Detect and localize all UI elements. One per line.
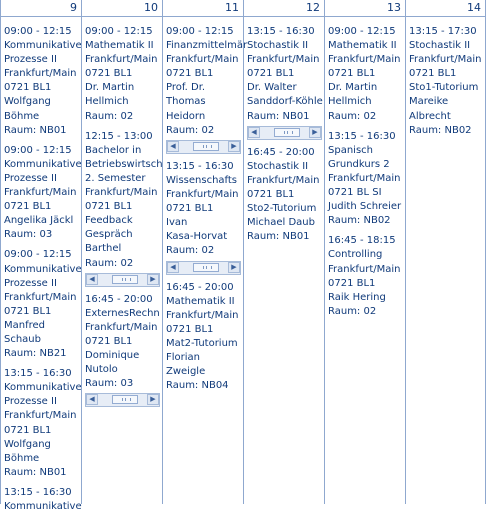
event-detail-line: Albrecht bbox=[409, 110, 451, 122]
event-detail-line: 0721 BL1 bbox=[4, 424, 52, 436]
arrow-right-icon[interactable]: ▶ bbox=[147, 274, 159, 285]
event-detail-line: Dr. Martin bbox=[85, 82, 135, 94]
event-detail-line: Prozesse II bbox=[4, 396, 57, 408]
event-detail-line: Michael Daub bbox=[247, 217, 315, 229]
event-detail-line: Raum: 02 bbox=[328, 305, 377, 317]
calendar-event[interactable] bbox=[4, 248, 81, 361]
event-detail-line: Spanisch bbox=[328, 144, 373, 156]
event-detail-line: Frankfurt/Main bbox=[166, 54, 239, 66]
scroll-thumb-icon[interactable] bbox=[193, 142, 219, 151]
event-detail-line: Wolfgang bbox=[4, 438, 51, 450]
event-detail-line: 0721 BL1 bbox=[166, 323, 214, 335]
day-header: 14 bbox=[406, 0, 485, 17]
calendar-event[interactable] bbox=[247, 25, 324, 140]
event-detail-line: Wolfgang bbox=[4, 96, 51, 108]
event-detail-line: Raum: 03 bbox=[85, 378, 134, 390]
arrow-left-icon[interactable]: ◀ bbox=[86, 394, 98, 405]
calendar-event[interactable] bbox=[166, 281, 243, 394]
event-time: 13:15 - 16:30 bbox=[247, 26, 315, 37]
event-detail-line: Heidorn bbox=[166, 110, 206, 122]
event-detail-line: Frankfurt/Main bbox=[85, 187, 158, 199]
event-detail-line: Ivan bbox=[166, 217, 188, 229]
event-detail-line: Kommunikative bbox=[4, 501, 82, 512]
event-detail-line: Frankfurt/Main bbox=[328, 263, 401, 275]
event-detail-line: Controlling bbox=[328, 249, 383, 261]
event-detail-line: Mareike bbox=[409, 96, 449, 108]
event-detail-line: Hellmich bbox=[85, 96, 129, 108]
event-detail-line: Raum: NB02 bbox=[409, 124, 472, 136]
arrow-right-icon[interactable]: ▶ bbox=[228, 141, 240, 152]
event-detail-line: Mathematik II bbox=[328, 40, 397, 52]
event-detail-line: Kommunikative bbox=[4, 263, 82, 275]
event-time: 09:00 - 12:15 bbox=[166, 26, 234, 37]
event-detail-line: Raum: 03 bbox=[4, 229, 53, 241]
event-detail-line: Sto2-Tutorium bbox=[247, 203, 317, 215]
event-detail-line: Mathematik II bbox=[85, 40, 154, 52]
calendar-event[interactable] bbox=[166, 160, 243, 275]
day-body bbox=[406, 17, 485, 138]
event-detail-line: 0721 BL1 bbox=[4, 305, 52, 317]
calendar-event[interactable] bbox=[4, 367, 81, 480]
scroll-thumb-icon[interactable] bbox=[193, 263, 219, 272]
day-header: 12 bbox=[244, 0, 324, 17]
calendar-event[interactable] bbox=[4, 25, 81, 138]
horizontal-scrollbar[interactable] bbox=[85, 393, 160, 407]
event-detail-line: Raum: 02 bbox=[166, 245, 215, 257]
grip-icon bbox=[203, 266, 212, 269]
event-time: 13:15 - 16:30 bbox=[4, 368, 72, 380]
event-detail-line: Böhme bbox=[4, 110, 40, 122]
event-detail-line: Frankfurt/Main bbox=[4, 410, 77, 422]
grip-icon bbox=[203, 145, 212, 148]
event-detail-line: Schaub bbox=[4, 333, 41, 345]
event-detail-line: Zweigle bbox=[166, 366, 206, 378]
event-detail-line: Nutolo bbox=[85, 364, 118, 376]
event-detail-line: 0721 BL1 bbox=[247, 68, 295, 80]
event-detail-line: Raum: NB01 bbox=[247, 110, 310, 122]
day-column-9 bbox=[0, 0, 82, 512]
event-time: 12:15 - 13:00 bbox=[85, 130, 153, 142]
calendar-event[interactable] bbox=[4, 144, 81, 243]
day-column-14 bbox=[405, 0, 486, 504]
event-detail-line: 0721 BL1 bbox=[166, 203, 214, 215]
event-detail-line: Prozesse II bbox=[4, 54, 57, 66]
arrow-left-icon[interactable]: ◀ bbox=[167, 262, 179, 273]
event-detail-line: Prozesse II bbox=[4, 277, 57, 289]
event-detail-line: Sto1-Tutorium bbox=[409, 82, 479, 94]
event-detail-line: Frankfurt/Main bbox=[247, 174, 320, 186]
event-detail-line: Sanddorf-Köhle bbox=[247, 96, 323, 108]
event-detail-line: Finanzmittelmär bbox=[166, 40, 248, 52]
event-detail-line: Frankfurt/Main bbox=[166, 189, 239, 201]
event-detail-line: Dominique bbox=[85, 350, 140, 362]
event-detail-line: ExternesRechn bbox=[85, 307, 160, 319]
event-detail-line: Raum: 02 bbox=[85, 257, 134, 269]
day-header: 9 bbox=[1, 0, 81, 17]
event-detail-line: Betriebswirtsch bbox=[85, 158, 163, 170]
event-time: 16:45 - 20:00 bbox=[166, 281, 234, 293]
day-body bbox=[163, 17, 248, 393]
horizontal-scrollbar[interactable] bbox=[166, 140, 241, 154]
horizontal-scrollbar[interactable] bbox=[85, 273, 160, 287]
calendar-event[interactable] bbox=[409, 25, 485, 138]
event-detail-line: Frankfurt/Main bbox=[328, 54, 401, 66]
event-detail-line: Dr. Martin bbox=[328, 82, 378, 94]
day-header: 11 bbox=[163, 0, 243, 17]
calendar-event[interactable] bbox=[4, 486, 81, 514]
event-detail-line: Raum: NB01 bbox=[4, 466, 67, 478]
grip-icon bbox=[284, 131, 293, 134]
event-time: 16:45 - 20:00 bbox=[247, 146, 315, 158]
event-detail-line: 0721 BL1 bbox=[166, 68, 214, 80]
arrow-left-icon[interactable]: ◀ bbox=[167, 141, 179, 152]
event-time: 13:15 - 16:30 bbox=[328, 130, 396, 142]
event-detail-line: Frankfurt/Main bbox=[85, 321, 158, 333]
day-body bbox=[325, 17, 405, 319]
scroll-thumb-icon[interactable] bbox=[274, 128, 300, 137]
event-detail-line: Angelika Jäckl bbox=[4, 215, 74, 227]
event-detail-line: Raum: NB01 bbox=[247, 231, 310, 243]
event-detail-line: Stochastik II bbox=[247, 40, 309, 52]
event-detail-line: Raum: NB21 bbox=[4, 348, 67, 360]
event-time: 09:00 - 12:15 bbox=[85, 26, 153, 37]
event-detail-line: 0721 BL1 bbox=[409, 68, 457, 80]
event-detail-line: Raum: NB02 bbox=[328, 215, 391, 227]
event-detail-line: Manfred bbox=[4, 319, 46, 331]
event-detail-line: Barthel bbox=[85, 243, 122, 255]
event-detail-line: Bachelor in bbox=[85, 144, 142, 156]
event-detail-line: Thomas bbox=[166, 96, 206, 108]
event-detail-line: Wissenschafts bbox=[166, 174, 238, 186]
event-detail-line: 0721 BL1 bbox=[328, 68, 376, 80]
event-detail-line: Prozesse II bbox=[4, 172, 57, 184]
event-detail-line: Frankfurt/Main bbox=[4, 68, 77, 80]
event-time: 13:15 - 16:30 bbox=[4, 486, 72, 498]
event-detail-line: Kommunikative bbox=[4, 382, 82, 394]
event-detail-line: 0721 BL1 bbox=[328, 277, 376, 289]
event-detail-line: Florian bbox=[166, 352, 201, 364]
day-header: 10 bbox=[82, 0, 162, 17]
arrow-left-icon[interactable]: ◀ bbox=[248, 127, 260, 138]
event-detail-line: Frankfurt/Main bbox=[328, 172, 401, 184]
event-detail-line: Frankfurt/Main bbox=[247, 54, 320, 66]
event-detail-line: Frankfurt/Main bbox=[409, 54, 482, 66]
event-detail-line: Hellmich bbox=[328, 96, 372, 108]
event-detail-line: Raik Hering bbox=[328, 291, 386, 303]
event-detail-line: Kasa-Horvat bbox=[166, 231, 228, 243]
calendar-event[interactable] bbox=[85, 293, 162, 408]
day-body bbox=[244, 17, 324, 244]
event-detail-line: Mathematik II bbox=[166, 295, 235, 307]
event-detail-line: Kommunikative bbox=[4, 158, 82, 170]
event-detail-line: Böhme bbox=[4, 452, 40, 464]
event-time: 16:45 - 20:00 bbox=[85, 293, 153, 305]
calendar-event[interactable] bbox=[328, 130, 405, 229]
calendar-event[interactable] bbox=[328, 234, 405, 319]
day-column-11 bbox=[162, 0, 248, 504]
event-detail-line: 0721 BL1 bbox=[4, 82, 52, 94]
event-detail-line: Prof. Dr. bbox=[166, 82, 206, 94]
event-detail-line: Gespräch bbox=[85, 229, 133, 241]
event-detail-line: Raum: 02 bbox=[166, 124, 215, 136]
arrow-right-icon[interactable]: ▶ bbox=[147, 394, 159, 405]
event-time: 09:00 - 12:15 bbox=[328, 26, 396, 37]
event-detail-line: Raum: NB01 bbox=[4, 124, 67, 136]
event-detail-line: Frankfurt/Main bbox=[4, 291, 77, 303]
arrow-right-icon[interactable]: ▶ bbox=[309, 127, 321, 138]
event-detail-line: Frankfurt/Main bbox=[85, 54, 158, 66]
event-detail-line: Frankfurt/Main bbox=[166, 309, 239, 321]
arrow-right-icon[interactable]: ▶ bbox=[228, 262, 240, 273]
event-detail-line: Feedback bbox=[85, 215, 133, 227]
calendar-event[interactable] bbox=[328, 25, 405, 124]
day-body bbox=[82, 17, 162, 407]
day-header: 13 bbox=[325, 0, 405, 17]
event-time: 09:00 - 12:15 bbox=[4, 26, 72, 37]
day-column-12 bbox=[243, 0, 324, 504]
event-detail-line: Stochastik II bbox=[409, 40, 471, 52]
event-detail-line: 0721 BL SI bbox=[328, 187, 382, 199]
grip-icon bbox=[122, 278, 131, 281]
day-body bbox=[1, 17, 81, 514]
event-detail-line: Raum: 02 bbox=[85, 110, 134, 122]
event-time: 09:00 - 12:15 bbox=[4, 144, 72, 156]
event-detail-line: Mat2-Tutorium bbox=[166, 337, 238, 349]
day-column-13 bbox=[324, 0, 405, 504]
event-detail-line: 0721 BL1 bbox=[85, 68, 133, 80]
grip-icon bbox=[122, 398, 131, 401]
event-detail-line: Grundkurs 2 bbox=[328, 158, 390, 170]
event-time: 09:00 - 12:15 bbox=[4, 249, 72, 261]
arrow-left-icon[interactable]: ◀ bbox=[86, 274, 98, 285]
calendar-event[interactable] bbox=[166, 25, 248, 154]
day-column-10 bbox=[81, 0, 162, 504]
event-time: 16:45 - 18:15 bbox=[328, 235, 396, 247]
calendar-event[interactable] bbox=[247, 146, 324, 245]
calendar-event[interactable] bbox=[85, 25, 162, 124]
horizontal-scrollbar[interactable] bbox=[247, 126, 322, 140]
event-detail-line: Judith Schreier bbox=[328, 201, 402, 213]
event-detail-line: Kommunikative bbox=[4, 40, 82, 52]
calendar-event[interactable] bbox=[85, 130, 162, 287]
event-detail-line: Raum: NB04 bbox=[166, 380, 229, 392]
scroll-thumb-icon[interactable] bbox=[112, 395, 138, 404]
scroll-thumb-icon[interactable] bbox=[112, 275, 138, 284]
horizontal-scrollbar[interactable] bbox=[166, 261, 241, 275]
event-time: 13:15 - 17:30 bbox=[409, 26, 477, 37]
event-detail-line: 2. Semester bbox=[85, 172, 146, 184]
event-detail-line: 0721 BL1 bbox=[85, 335, 133, 347]
event-detail-line: Raum: 02 bbox=[328, 110, 377, 122]
event-detail-line: Dr. Walter bbox=[247, 82, 297, 94]
event-detail-line: 0721 BL1 bbox=[247, 189, 295, 201]
event-time: 13:15 - 16:30 bbox=[166, 160, 234, 172]
event-detail-line: Frankfurt/Main bbox=[4, 187, 77, 199]
event-detail-line: 0721 BL1 bbox=[85, 201, 133, 213]
event-detail-line: 0721 BL1 bbox=[4, 201, 52, 213]
event-detail-line: Stochastik II bbox=[247, 160, 309, 172]
